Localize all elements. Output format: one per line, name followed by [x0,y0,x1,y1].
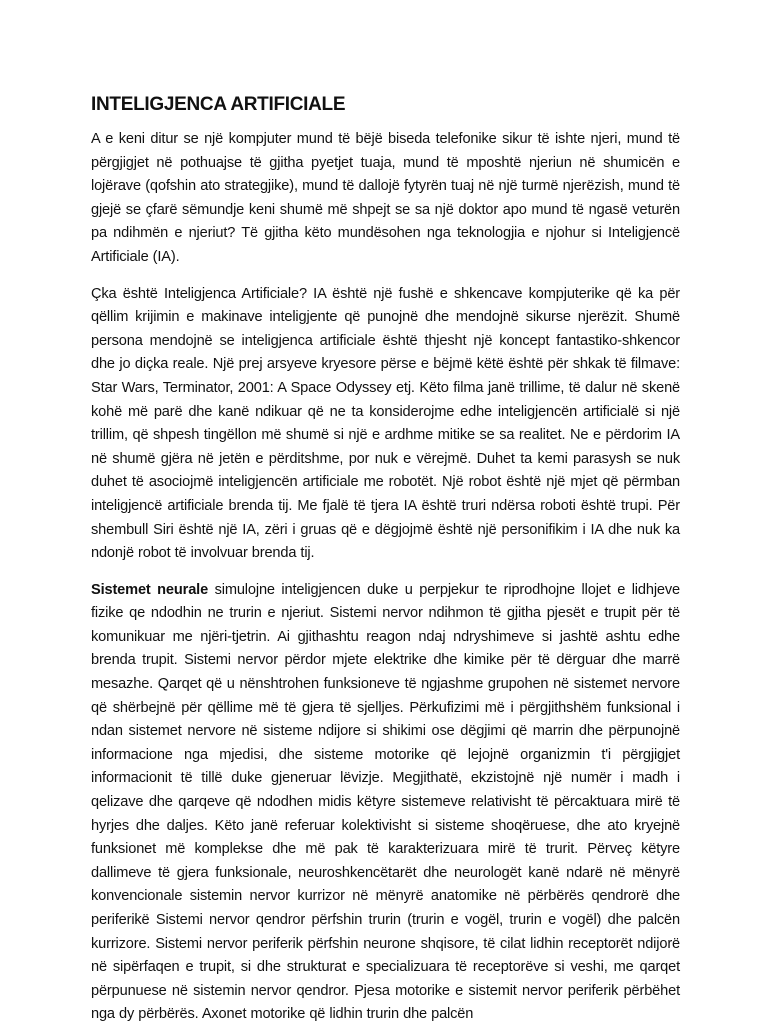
paragraph-neural-systems [91,579,680,1027]
neural-systems-heading: Sistemet neurale [91,581,209,598]
document-title: INTELIGJENCA ARTIFICIALE [91,94,346,115]
document-page [91,92,680,1027]
paragraph-definition: Çka është Inteligjenca Artificiale? IA është një fushë e shkencave kompjuterike që ka për qëllim krijimin e makinave inteligjente që punojnë dhe mendojnë sikurse njerëzit. Shumë persona mendojnë se inteligjenca artificiale është thjesht një koncept fantastiko-shkencor dhe jo diçka reale. Një prej arsyeve kryesore përse e bëjmë këtë është për shkak të filmave: Star Wars, Terminator, 2001: A Space Odyssey etj. Këto filma janë trillime, të dalur në skenë kohë më parë dhe kanë ndikuar që ne ta konsiderojme edhe inteligjencën artificialë si një trillim, që shpesh tingëllon më shumë si një e ardhme mitike se sa realitet. Ne e përdorim IA në shumë gjëra në jetën e përditshme, por nuk e vërejmë. Duhet ta kemi parasysh se nuk duhet të asociojmë inteligjencën artificiale me robotët. Një robot është një mjet që përmban inteligjencë artificiale brenda tij. Me fjalë të tjera IA është truri ndërsa roboti është trupi. Për shembull Siri është një IA, zëri i gruas që e dëgjojmë është një personifikim i IA dhe nuk ka ndonjë robot të involvuar brenda tij. [91,285,680,562]
neural-systems-text: simulojne inteligjencen duke u perpjekur te riprodhojne llojet e lidhjeve fizike qe ndodhin ne trurin e njeriut. Sistemi nervor ndihmon të gjitha pjesët e trupit për të komunikuar me njëri-tjetrin. Ai gjithashtu reagon ndaj ndryshimeve si jashtë ashtu edhe brenda trupit. Sistemi nervor përdor mjete elektrike dhe kimike për të dërguar dhe marrë mesazhe. Qarqet që u nënshtrohen funksioneve të ngjashme grupohen në sistemet nervore që shërbejnë për qëllime më të gjera të sjelljes. Përkufizimi më i përgjithshëm funksional i ndan sistemet nervore në sisteme ndijore si shikimi ose dëgjimi që marrin dhe përpunojnë informacione nga mjedisi, dhe sisteme motorike që lejojnë organizmin t'i përgjigjet informacionit të tillë duke gjeneruar lëvizje. Megjithatë, ekzistojnë një numër i madh i qelizave dhe qarqeve që ndodhen midis këtyre sistemeve relativisht të përcaktuara mirë të hyrjes dhe daljes. Këto janë referuar kolektivisht si sisteme shoqëruese, dhe ato kryejnë funksionet më komplekse dhe më pak të karakterizuara mirë të trurit. Përveç këtyre dallimeve të gjera funksionale, neuroshkencëtarët dhe neurologët kanë ndarë në mënyrë konvencionale sistemin nervor kurrizor në mënyrë anatomike në përbërës qendrorë dhe periferikë Sistemi nervor qendror përfshin trurin (trurin e vogël, trurin e vogël) dhe palcën kurrizore. Sistemi nervor periferik përfshin neurone shqisore, të cilat lidhin receptorët ndijorë në sipërfaqen e trupit, si dhe strukturat e specializuara të receptorëve si veshi, me qarqet përpunuese në sistemin nervor qendror. Pjesa motorike e sistemit nervor periferik përbëhet nga dy përbërës. Axonet motorike që lidhin trurin dhe palcën [91,581,681,1023]
paragraph-intro: A e keni ditur se një kompjuter mund të bëjë biseda telefonike sikur të ishte njeri, mund të përgjigjet në pothuajse të gjitha pyetjet tuaja, mund të mposhtë njeriun në shumicën e lojërave (qofshin ato strategjike), mund të dallojë fytyrën tuaj në një turmë njerëzish, mund të gjejë se çfarë sëmundje keni shumë më shpejt se sa një doktor apo mund të ngasë veturën pa ndihmën e njeriut? Të gjitha këto mundësohen nga teknologjia e njohur si Inteligjencë Artificiale (IA). [91,131,680,265]
